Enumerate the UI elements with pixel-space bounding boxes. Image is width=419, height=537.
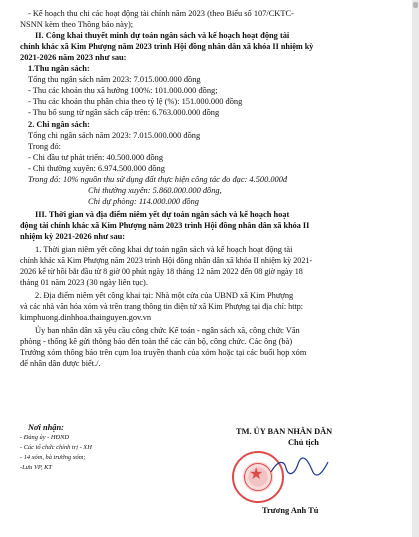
text-line: - Thu các khoản thu phân chia theo tỷ lệ (%): 151.000.000 đồng [28, 97, 243, 106]
text-line: kimphuong.dinhhoa.thainguyen.gov.vn [20, 313, 152, 322]
signature-org: TM. ỦY BAN NHÂN DÂN [236, 427, 333, 436]
text-line: chính khác xã Kim Phượng năm 2023 trình Hội đồng nhân dân xã khóa II nhiệm kỳ 2021- [20, 256, 313, 265]
text-line: 2026 kể từ hồi bắt đầu từ 8 giờ 00 phút ngày 18 tháng 12 năm 2022 đến 08 giờ ngày 18 [20, 267, 303, 276]
recipient-item: -Lưu VP, KT [20, 464, 52, 471]
text-line: Ủy ban nhân dân xã yêu cầu công chức Kế toán - ngân sách xã, công chức Văn [35, 326, 300, 335]
text-line: 2. Địa điểm niêm yết công khai tại: Nhà một cửa của UBND xã Kim Phượng [35, 291, 294, 300]
recipient-item: - 14 xóm, bà trưởng xóm; [20, 454, 86, 461]
text-line: để nhân dân được biết./. [20, 359, 101, 368]
section-heading: 2021-2026 năm 2023 như sau: [20, 53, 127, 62]
subsection-heading: 2. Chi ngân sách: [28, 120, 90, 129]
text-line: - Kế hoạch thu chi các hoạt động tài chính năm 2023 (theo Biểu số 107/CKTC- [28, 9, 294, 18]
signer-name: Trương Anh Tú [262, 506, 319, 515]
text-line: Trong đó: [28, 142, 61, 151]
text-line: tháng 01 năm 2023 (30 ngày liên tục). [20, 278, 148, 287]
text-line: 1. Thời gian niêm yết công khai dự toán ngân sách và kế hoạch hoạt động tài [35, 245, 293, 254]
text-line: - Chi đầu tư phát triển: 40.500.000 đồng [28, 153, 164, 162]
scrollbar-thumb[interactable] [413, 2, 418, 8]
text-line: Tổng chi ngân sách năm 2023: 7.015.000.000 đồng [28, 131, 201, 140]
text-line: - Chi thường xuyên: 6.974.500.000 đồng [28, 164, 165, 173]
handwritten-signature [268, 456, 330, 478]
section-heading: nhiệm kỳ 2021-2026 như sau: [20, 232, 126, 241]
section-heading: II. Công khai thuyết minh dự toán ngân sách và kế hoạch hoạt động tài [35, 31, 290, 40]
section-heading: chính khác xã Kim Phượng năm 2023 trình Hội đồng nhân dân xã khóa II nhiệm kỳ [20, 42, 314, 51]
text-line: Chi dự phòng: 114.000.000 đồng [88, 197, 199, 206]
recipient-item: - Đảng ủy - HĐND [20, 434, 69, 441]
text-line: Tổng thu ngân sách năm 2023: 7.015.000.000 đồng [28, 75, 201, 84]
section-heading: III. Thời gian và địa điểm niêm yết dự toán ngân sách và kế hoạch hoạt [35, 210, 290, 219]
section-heading: động tài chính khác xã Kim Phượng năm 2023 trình Hội đồng nhân dân xã khóa II [20, 221, 310, 230]
vertical-scrollbar[interactable] [412, 0, 419, 537]
subsection-heading: 1.Thu ngân sách: [28, 64, 90, 73]
signature-role: Chủ tịch [288, 438, 319, 447]
text-line: - Thu các khoản thu xã hưởng 100%: 101.000.000 đồng; [28, 86, 218, 95]
text-line: - Thu bổ sung từ ngân sách cấp trên: 6.763.000.000 đồng [28, 108, 220, 117]
recipients-title: Nơi nhận: [28, 423, 64, 432]
text-line: Chi thường xuyên: 5.860.000.000 đồng, [88, 186, 222, 195]
text-line: Trưởng xóm thông báo trên cụm loa truyền thanh của xóm hoặc tại các buổi họp xóm [20, 348, 307, 357]
text-line: và các nhà văn hóa xóm và trên trang thông tin điện tử xã Kim Phượng tại địa chỉ: http: [20, 302, 304, 311]
text-line: phòng - thống kê gửi thông báo đến toàn thể các cán bộ, công chức. Các ông (bà) [20, 337, 293, 346]
text-line: Trong đó: 10% nguồn thu sử dụng đất thực hiện công tác đo đạc: 4.500.000đ [28, 175, 288, 184]
recipient-item: - Các tổ chức chính trị - XH [20, 444, 92, 451]
official-seal: ★ [232, 451, 284, 503]
text-line: NSNN kèm theo Thông báo này); [20, 20, 134, 29]
